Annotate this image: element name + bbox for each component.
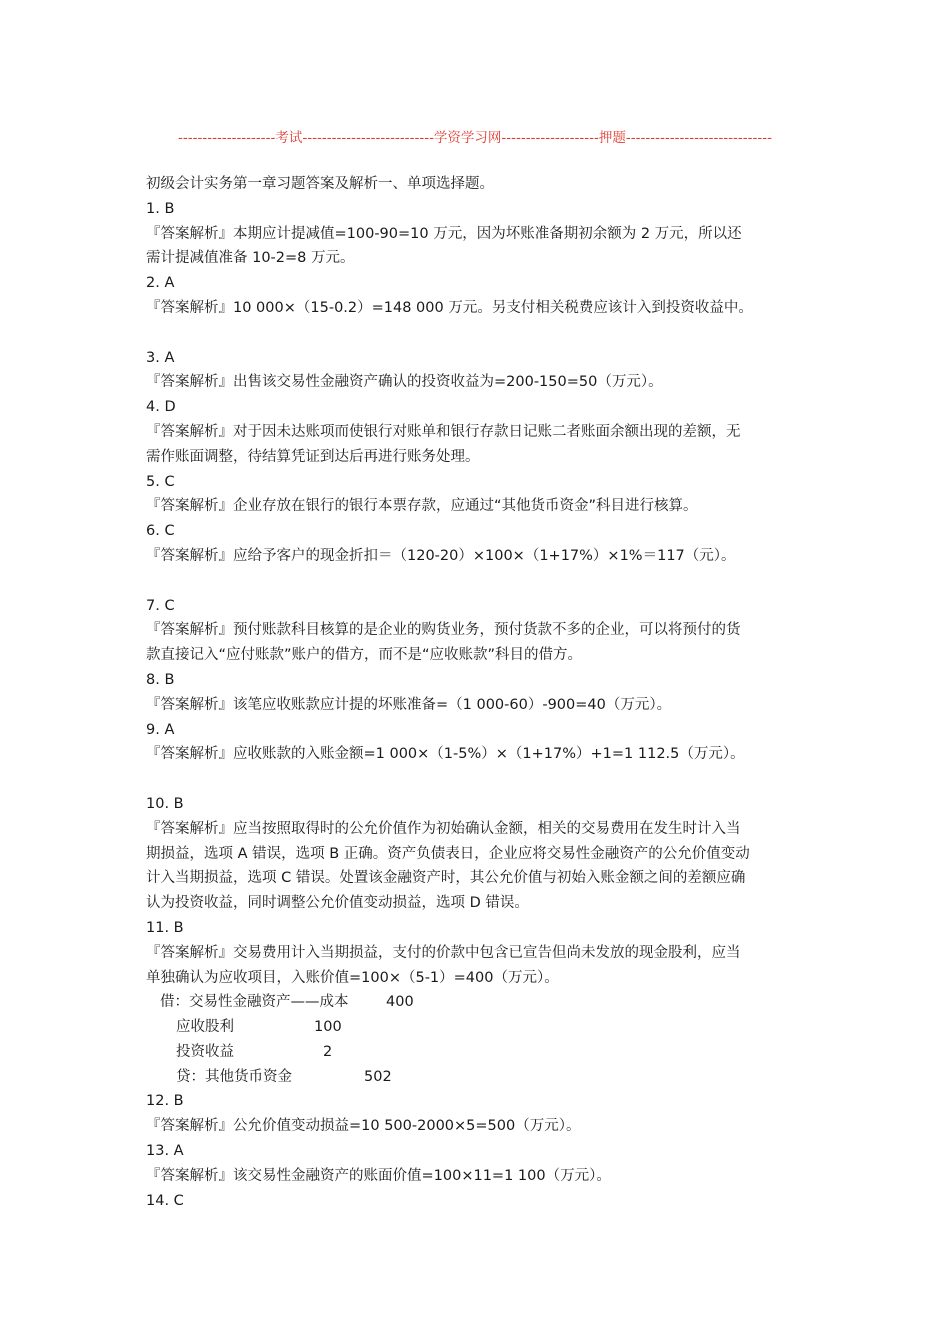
question-11-explanation-line: 单独确认为应收项目，入账价值=100×（5-1）=400（万元）。 <box>146 969 559 986</box>
question-7-explanation-line: 『答案解析』预付账款科目核算的是企业的购货业务，预付货款不多的企业，可以将预付的货 <box>146 622 741 639</box>
question-1-answer: 1. B <box>146 200 175 217</box>
question-9-explanation-line: 『答案解析』应收账款的入账金额=1 000×（1-5%）×（1+17%）+1=1 112.5（万元）。 <box>146 746 745 763</box>
question-10-answer: 10. B <box>146 795 184 812</box>
spacer <box>146 767 816 792</box>
journal-entry-account: 应收股利 <box>176 1019 234 1036</box>
journal-entry-account: 投资收益 <box>176 1043 234 1060</box>
question-10-explanation-line: 『答案解析』应当按照取得时的公允价值作为初始确认金额，相关的交易费用在发生时计入当 <box>146 820 741 837</box>
question-1-explanation-line: 需计提减值准备 10-2=8 万元。 <box>146 250 355 267</box>
spacer <box>146 321 816 346</box>
journal-entry-debit <box>146 1015 816 1040</box>
question-4-explanation-line: 需作账面调整，待结算凭证到达后再进行账务处理。 <box>146 448 480 465</box>
question-10-explanation-line: 期损益，选项 A 错误，选项 B 正确。资产负债表日，企业应将交易性金融资产的公允价值变动 <box>146 845 750 862</box>
journal-entry-account: 借：交易性金融资产——成本 <box>160 994 349 1011</box>
journal-entry-account: 贷：其他货币资金 <box>176 1068 292 1085</box>
question-5-explanation-line: 『答案解析』企业存放在银行的银行本票存款，应通过“其他货币资金”科目进行核算。 <box>146 498 698 515</box>
question-1-explanation-line: 『答案解析』本期应计提减值=100-90=10 万元，因为坏账准备期初余额为 2 万元，所以还 <box>146 225 742 242</box>
spacer <box>146 569 816 594</box>
journal-entry-debit <box>146 990 816 1015</box>
question-3-answer: 3. A <box>146 349 175 366</box>
question-9-answer: 9. A <box>146 721 175 738</box>
question-10-explanation-line: 计入当期损益，选项 C 错误。处置该金融资产时，其公允价值与初始入账金额之间的差额应确 <box>146 870 746 887</box>
document-body <box>146 172 816 1213</box>
question-11-answer: 11. B <box>146 919 184 936</box>
page-header-banner: --------------------考试---------------------------学资学习网--------------------押题------------------------------ <box>177 130 773 146</box>
journal-entry-amount: 502 <box>364 1068 392 1085</box>
journal-entry-amount: 400 <box>386 994 414 1011</box>
question-3-explanation-line: 『答案解析』出售该交易性金融资产确认的投资收益为=200-150=50（万元）。 <box>146 374 663 391</box>
question-8-explanation-line: 『答案解析』该笔应收账款应计提的坏账准备=（1 000-60）-900=40（万元）。 <box>146 696 672 713</box>
question-6-answer: 6. C <box>146 523 175 540</box>
document-intro: 初级会计实务第一章习题答案及解析一、单项选择题。 <box>146 176 494 192</box>
question-13-answer: 13. A <box>146 1143 184 1160</box>
question-5-answer: 5. C <box>146 473 175 490</box>
journal-entry-amount: 100 <box>314 1019 342 1036</box>
question-11-explanation-line: 『答案解析』交易费用计入当期损益，支付的价款中包含已宣告但尚未发放的现金股利，应当 <box>146 944 741 961</box>
question-7-explanation-line: 款直接记入“应付账款”账户的借方，而不是“应收账款”科目的借方。 <box>146 647 583 664</box>
question-12-explanation-line: 『答案解析』公允价值变动损益=10 500-2000×5=500（万元）。 <box>146 1118 581 1135</box>
question-2-answer: 2. A <box>146 275 175 292</box>
journal-entry-credit <box>146 1065 816 1090</box>
question-6-explanation-line: 『答案解析』应给予客户的现金折扣＝（120-20）×100×（1+17%）×1%＝117（元）。 <box>146 547 736 564</box>
journal-entry-amount: 2 <box>323 1043 333 1060</box>
question-14-answer: 14. C <box>146 1192 184 1209</box>
question-4-explanation-line: 『答案解析』对于因未达账项而使银行对账单和银行存款日记账二者账面余额出现的差额，无 <box>146 423 741 440</box>
question-4-answer: 4. D <box>146 399 176 416</box>
question-8-answer: 8. B <box>146 671 175 688</box>
journal-entry-debit <box>146 1040 816 1065</box>
question-12-answer: 12. B <box>146 1093 184 1110</box>
question-2-explanation-line: 『答案解析』10 000×（15-0.2）=148 000 万元。另支付相关税费应该计入到投资收益中。 <box>146 299 753 316</box>
question-13-explanation-line: 『答案解析』该交易性金融资产的账面价值=100×11=1 100（万元）。 <box>146 1167 611 1184</box>
question-7-answer: 7. C <box>146 597 175 614</box>
question-10-explanation-line: 认为投资收益，同时调整公允价值变动损益，选项 D 错误。 <box>146 895 529 912</box>
